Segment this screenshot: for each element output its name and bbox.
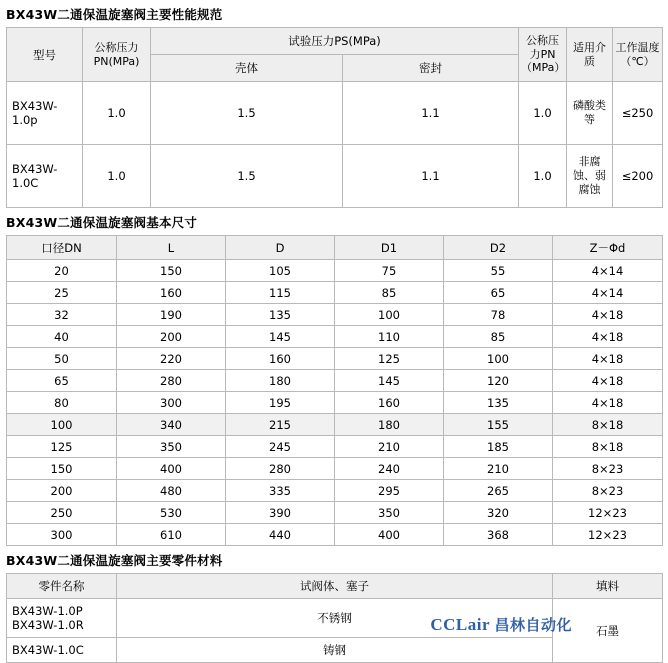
dim-cell-d2: 185 xyxy=(444,436,553,458)
dim-cell-d1: 85 xyxy=(335,282,444,304)
spec-header-seal: 密封 xyxy=(343,55,519,82)
dim-cell-dn: 125 xyxy=(7,436,117,458)
mat-header-part: 零件名称 xyxy=(7,574,117,599)
dim-cell-d2: 65 xyxy=(444,282,553,304)
dim-cell-d1: 100 xyxy=(335,304,444,326)
dim-cell-d2: 210 xyxy=(444,458,553,480)
dim-cell-zd: 8×23 xyxy=(553,480,663,502)
dim-cell-d: 105 xyxy=(226,260,335,282)
dim-cell-d2: 55 xyxy=(444,260,553,282)
dim-cell-zd: 12×23 xyxy=(553,502,663,524)
dim-cell-d2: 155 xyxy=(444,414,553,436)
dim-cell-d: 145 xyxy=(226,326,335,348)
dim-cell-l: 300 xyxy=(117,392,226,414)
spec-cell-pn: 1.0 xyxy=(83,82,151,145)
spec-header-medium: 适用介质 xyxy=(567,28,613,82)
dim-cell-dn: 200 xyxy=(7,480,117,502)
dim-header-l: L xyxy=(117,236,226,260)
table-row xyxy=(7,502,663,524)
dim-cell-d: 115 xyxy=(226,282,335,304)
dim-header-d1: D1 xyxy=(335,236,444,260)
table-row xyxy=(7,392,663,414)
dim-cell-d2: 85 xyxy=(444,326,553,348)
dim-header-d2: D2 xyxy=(444,236,553,260)
dim-cell-dn: 32 xyxy=(7,304,117,326)
dim-cell-d: 280 xyxy=(226,458,335,480)
dim-cell-zd: 4×18 xyxy=(553,348,663,370)
dim-cell-d: 245 xyxy=(226,436,335,458)
table-row xyxy=(7,260,663,282)
material-section-title: BX43W二通保温旋塞阀主要零件材料 xyxy=(6,553,223,568)
dim-cell-dn: 20 xyxy=(7,260,117,282)
table-row xyxy=(7,414,663,436)
dim-cell-d: 135 xyxy=(226,304,335,326)
mat-cell-part xyxy=(7,599,117,638)
spec-cell-pn: 1.0 xyxy=(83,145,151,208)
dim-cell-d1: 125 xyxy=(335,348,444,370)
mat-part-name-line1: BX43W-1.0P xyxy=(12,604,83,618)
dim-cell-d2: 100 xyxy=(444,348,553,370)
dim-cell-d1: 180 xyxy=(335,414,444,436)
spec-cell-medium: 磷酸类等 xyxy=(567,82,613,145)
table-row xyxy=(7,599,663,638)
dim-cell-zd: 4×18 xyxy=(553,370,663,392)
dimension-header-row xyxy=(7,236,663,260)
spec-header-model: 型号 xyxy=(7,28,83,82)
dim-cell-zd: 8×18 xyxy=(553,436,663,458)
dim-cell-zd: 4×18 xyxy=(553,326,663,348)
table-row xyxy=(7,370,663,392)
dim-cell-dn: 150 xyxy=(7,458,117,480)
material-header-row xyxy=(7,574,663,599)
spec-header-shell: 壳体 xyxy=(151,55,343,82)
dim-cell-d2: 265 xyxy=(444,480,553,502)
spec-cell-medium: 非腐蚀、弱腐蚀 xyxy=(567,145,613,208)
mat-cell-packing: 石墨 xyxy=(553,599,663,663)
table-row xyxy=(7,524,663,546)
dim-cell-zd: 4×18 xyxy=(553,304,663,326)
spec-cell-seal: 1.1 xyxy=(343,145,519,208)
mat-cell-body: 不锈钢 xyxy=(117,599,553,638)
dim-cell-d: 440 xyxy=(226,524,335,546)
spec-cell-pn2: 1.0 xyxy=(519,145,567,208)
spec-cell-model: BX43W-1.0C xyxy=(7,145,83,208)
mat-cell-body: 铸钢 xyxy=(117,638,553,663)
dimension-section-title: BX43W二通保温旋塞阀基本尺寸 xyxy=(6,215,198,230)
dim-cell-d1: 295 xyxy=(335,480,444,502)
dim-cell-l: 220 xyxy=(117,348,226,370)
dim-cell-d1: 210 xyxy=(335,436,444,458)
dim-cell-zd: 8×23 xyxy=(553,458,663,480)
dim-cell-d2: 78 xyxy=(444,304,553,326)
spec-header-pn: 公称压力PN(MPa) xyxy=(83,28,151,82)
spec-header-temp: 工作温度（℃） xyxy=(613,28,663,82)
spec-cell-seal: 1.1 xyxy=(343,82,519,145)
table-row xyxy=(7,458,663,480)
spec-cell-shell: 1.5 xyxy=(151,82,343,145)
spec-cell-pn2: 1.0 xyxy=(519,82,567,145)
dim-cell-d1: 110 xyxy=(335,326,444,348)
dim-cell-d1: 350 xyxy=(335,502,444,524)
dim-cell-zd: 4×14 xyxy=(553,260,663,282)
table-row xyxy=(7,348,663,370)
dim-cell-l: 150 xyxy=(117,260,226,282)
dim-cell-zd: 8×18 xyxy=(553,414,663,436)
dim-cell-d2: 135 xyxy=(444,392,553,414)
dim-cell-l: 400 xyxy=(117,458,226,480)
dim-cell-dn: 40 xyxy=(7,326,117,348)
spec-header-row-1 xyxy=(7,28,663,55)
dim-cell-zd: 4×14 xyxy=(553,282,663,304)
dim-cell-d1: 240 xyxy=(335,458,444,480)
material-table xyxy=(6,573,663,663)
watermark-company: 昌林自动化 xyxy=(494,616,572,634)
mat-part-name-line2: BX43W-1.0R xyxy=(12,618,84,632)
spec-cell-temp: ≤200 xyxy=(613,145,663,208)
table-row xyxy=(7,304,663,326)
dim-header-dn: 口径DN xyxy=(7,236,117,260)
spec-cell-shell: 1.5 xyxy=(151,145,343,208)
spec-cell-temp: ≤250 xyxy=(613,82,663,145)
dim-cell-zd: 12×23 xyxy=(553,524,663,546)
watermark-brand: CCLair xyxy=(430,615,490,634)
table-row xyxy=(7,282,663,304)
dim-header-zd: Z－Φd xyxy=(553,236,663,260)
dim-cell-d1: 400 xyxy=(335,524,444,546)
dim-cell-d2: 320 xyxy=(444,502,553,524)
dim-cell-dn: 65 xyxy=(7,370,117,392)
spec-table xyxy=(6,27,663,208)
dim-cell-l: 530 xyxy=(117,502,226,524)
spec-cell-model: BX43W-1.0p xyxy=(7,82,83,145)
dim-cell-l: 350 xyxy=(117,436,226,458)
dim-cell-d: 180 xyxy=(226,370,335,392)
spec-table-row xyxy=(7,145,663,208)
mat-header-body: 试阀体、塞子 xyxy=(117,574,553,599)
dim-cell-d: 215 xyxy=(226,414,335,436)
dim-cell-l: 160 xyxy=(117,282,226,304)
dim-cell-d: 335 xyxy=(226,480,335,502)
dim-cell-dn: 50 xyxy=(7,348,117,370)
dim-cell-d2: 120 xyxy=(444,370,553,392)
mat-header-packing: 填料 xyxy=(553,574,663,599)
dim-cell-l: 190 xyxy=(117,304,226,326)
table-row xyxy=(7,326,663,348)
dim-cell-dn: 100 xyxy=(7,414,117,436)
dim-cell-l: 610 xyxy=(117,524,226,546)
dim-cell-l: 200 xyxy=(117,326,226,348)
mat-cell-part: BX43W-1.0C xyxy=(7,638,117,663)
dim-cell-l: 480 xyxy=(117,480,226,502)
dim-cell-zd: 4×18 xyxy=(553,392,663,414)
dimension-table xyxy=(6,235,663,546)
spec-table-row xyxy=(7,82,663,145)
spec-header-test: 试验压力PS(MPa) xyxy=(151,28,519,55)
dim-cell-d: 195 xyxy=(226,392,335,414)
dim-cell-dn: 250 xyxy=(7,502,117,524)
dim-cell-d1: 75 xyxy=(335,260,444,282)
dim-header-d: D xyxy=(226,236,335,260)
dim-cell-dn: 80 xyxy=(7,392,117,414)
dim-cell-d: 160 xyxy=(226,348,335,370)
dim-cell-d2: 368 xyxy=(444,524,553,546)
dim-cell-dn: 300 xyxy=(7,524,117,546)
table-row xyxy=(7,480,663,502)
dim-cell-d: 390 xyxy=(226,502,335,524)
dim-cell-d1: 160 xyxy=(335,392,444,414)
dim-cell-dn: 25 xyxy=(7,282,117,304)
dim-cell-l: 280 xyxy=(117,370,226,392)
spec-section-title: BX43W二通保温旋塞阀主要性能规范 xyxy=(6,7,223,22)
dim-cell-l: 340 xyxy=(117,414,226,436)
dim-cell-d1: 145 xyxy=(335,370,444,392)
table-row xyxy=(7,436,663,458)
spec-header-pn2: 公称压力PN（MPa） xyxy=(519,28,567,82)
